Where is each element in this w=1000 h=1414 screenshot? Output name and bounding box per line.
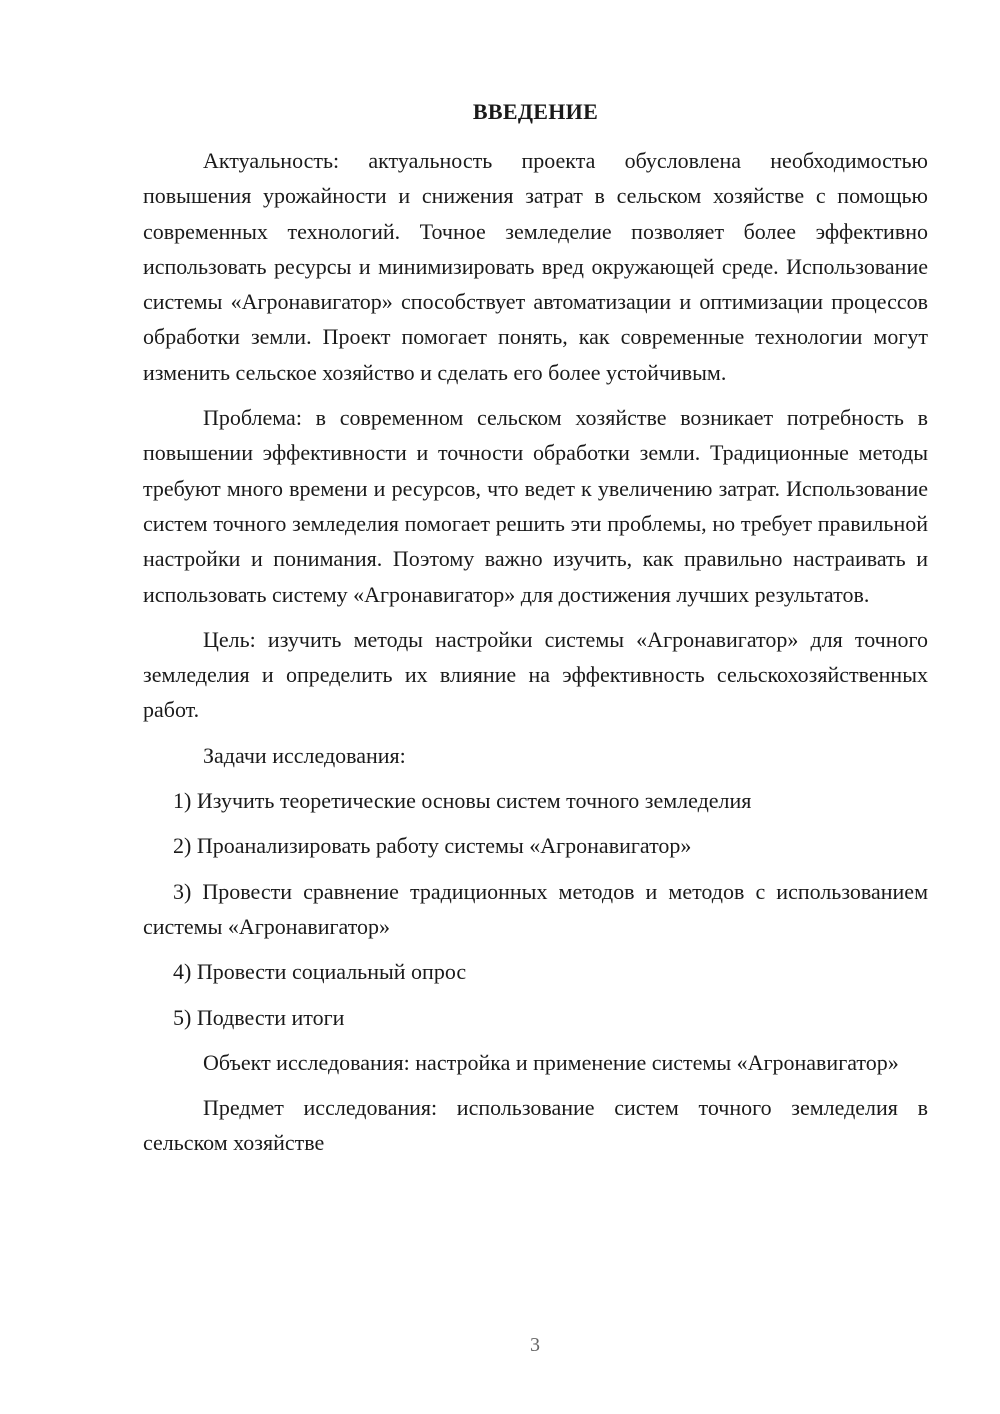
task-item-5: 5) Подвести итоги xyxy=(173,1004,345,1030)
tasks-heading: Задачи исследования: xyxy=(203,742,406,768)
problem-paragraph: Проблема: в современном сельском хозяйстве возникает потребность в повышении эффективности и точности обработки земли. Традиционные методы требуют много времени и ресурсов, что ведет к увеличению затрат. Использование систем точного земледелия помогает решить эти проблемы, но требует правильной настройки и понимания. Поэтому важно изучить, как правильно настраивать и использовать систему «Агронавигатор» для достижения лучших результатов. xyxy=(143,405,928,607)
object-paragraph: Объект исследования: настройка и применение системы «Агронавигатор» xyxy=(203,1049,899,1075)
page-title: ВВЕДЕНИЕ xyxy=(472,99,599,124)
page-number: 3 xyxy=(530,1334,540,1356)
task-item-3: 3) Провести сравнение традиционных методов и методов с использованием системы «Агронавигатор» xyxy=(143,878,928,939)
relevance-paragraph: Актуальность: актуальность проекта обусловлена необходимостью повышения урожайности и снижения затрат в сельском хозяйстве с помощью современных технологий. Точное земледелие позволяет более эффективно использовать ресурсы и минимизировать вред окружающей среде. Использование системы «Агронавигатор» способствует автоматизации и оптимизации процессов обработки земли. Проект помогает понять, как современные технологии могут изменить сельское хозяйство и сделать его более устойчивым. xyxy=(143,148,928,385)
document-body xyxy=(143,143,928,1171)
goal-paragraph: Цель: изучить методы настройки системы «Агронавигатор» для точного земледелия и определить их влияние на эффективность сельскохозяйственных работ. xyxy=(143,626,928,723)
task-item-4: 4) Провести социальный опрос xyxy=(173,959,467,985)
task-item-1: 1) Изучить теоретические основы систем точного земледелия xyxy=(173,788,752,814)
task-item-2: 2) Проанализировать работу системы «Агронавигатор» xyxy=(173,833,692,859)
subject-paragraph: Предмет исследования: использование систем точного земледелия в сельском хозяйстве xyxy=(143,1095,928,1156)
